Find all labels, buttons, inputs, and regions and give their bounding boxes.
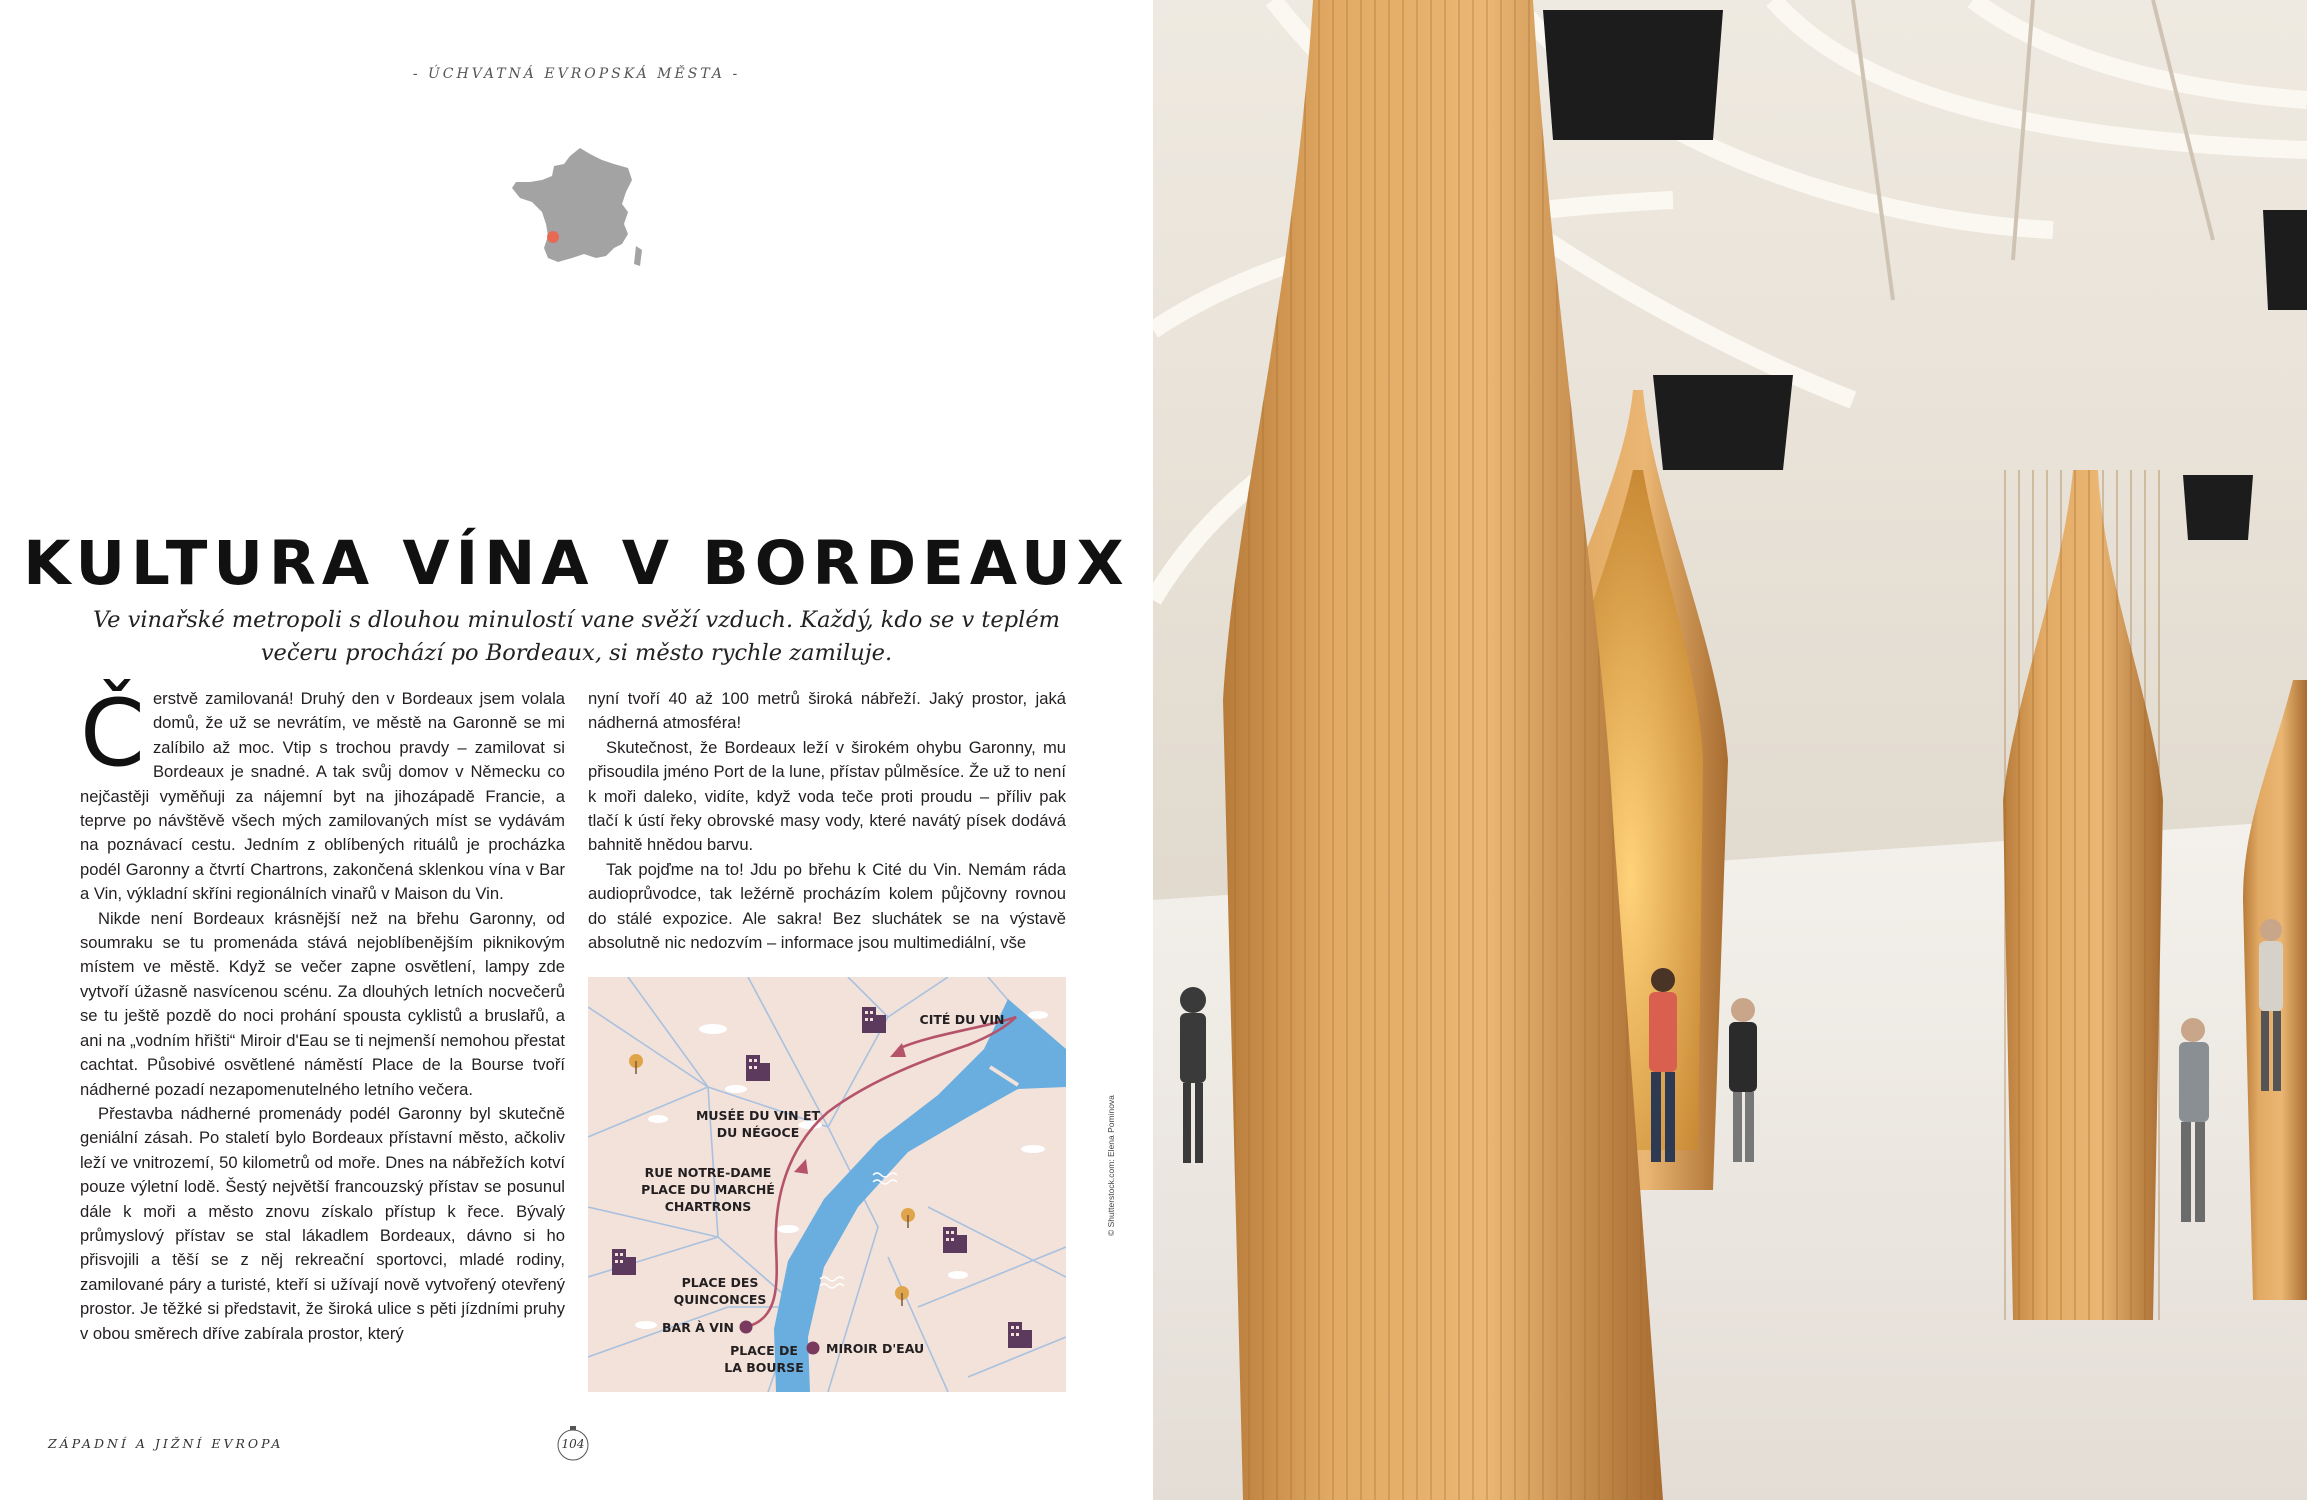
map-label-bourse: LA BOURSE — [724, 1360, 804, 1375]
france-country-shape — [512, 148, 632, 262]
running-head: - ÚCHVATNÁ EVROPSKÁ MĚSTA - — [412, 66, 741, 82]
section-footer: ZÁPADNÍ A JIŽNÍ EVROPA — [48, 1436, 284, 1451]
article-standfirst: Ve vinařské metropoli s dlouhou minulostí vane svěží vzduch. Každý, kdo se v teplém večeru prochází po Bordeaux, si město rychle zamiluje. — [92, 607, 1060, 666]
map-label-musee: DU NÉGOCE — [716, 1125, 800, 1140]
right-bottle-column — [2003, 470, 2163, 1320]
map-label-bourse: PLACE DE — [730, 1343, 798, 1358]
page-number: 104 — [561, 1437, 585, 1451]
paragraph: Přestavba nádherné promenády podél Garonny byl skutečně geniální zásah. Po staletí bylo Bordeaux přístavní město, ačkoliv leží ve vnitrozemí, 50 kilometrů od moře. Dnes na nábřežích kotví pouze výletní lodě. Šestý největší francouzský přístav se posunul dále k moři a město znovu získalo přístup k řece. Bývalý průmyslový přístav se stal lákadlem Bordeaux, dávno si ho přisvojili a těší se z něj rekreační sportovci, mladé rodiny, zamilované páry a turisté, kteří si užívají nově vytvořený otevřený prostor. Je těžké si představit, že široká ulice s pěti jízdními pruhy v obou směrech dříve zabírala prostor, který — [80, 1103, 565, 1343]
bordeaux-location-dot — [547, 231, 559, 243]
map-label-rue-notre-dame: CHARTRONS — [664, 1199, 752, 1214]
map-label-bar-a-vin: BAR À VIN — [662, 1320, 734, 1335]
article-headline: KULTURA VÍNA V BORDEAUX — [23, 528, 1130, 599]
paragraph: Nikde není Bordeaux krásnější než na břehu Garonny, od soumraku se tu promenáda stává nejoblíbenějším piknikovým místem ve městě. Když se večer zapne osvětlení, lampy zde vytvoří úžasně nasvícenou scénu. Za dlouhých letních nocvečerů se tu ještě pozdě do noci prohání spousta cyklistů a bruslařů, a ani na „vodním hřišti“ Miroir d'Eau se ti nejmenší nemohou přestat cachtat. Působivé osvětlené náměstí Place de la Bourse tvoří nádherné pozadí nezapomenutelného letního večera. — [80, 908, 565, 1099]
text-column-2 — [588, 687, 1066, 955]
paragraph — [80, 679, 565, 907]
map-label-cite-du-vin: CITÉ DU VIN — [919, 1012, 1005, 1027]
map-label-rue-notre-dame: PLACE DU MARCHÉ — [641, 1182, 775, 1197]
bordeaux-city-map — [588, 977, 1066, 1392]
paragraph: Skutečnost, že Bordeaux leží v širokém ohybu Garonny, mu přisoudila jméno Port de la lune, přístav půlměsíce. Že už to není k moři daleko, vidíte, když voda teče proti proudu – příliv pak tlačí k ústí řeky obrovské masy vody, které navátý písek dodává bahnitě hnědou barvu. — [588, 737, 1066, 855]
marker-bar-a-vin — [740, 1321, 753, 1334]
wine-museum-photo — [1153, 0, 2307, 1500]
map-label-quinconces: PLACE DES — [681, 1275, 759, 1290]
paragraph: Tak pojďme na to! Jdu po břehu k Cité du Vin. Nemám ráda audioprůvodce, tak ležérně procházím kolem půjčovny rovnou do stálé expozice. Ale sakra! Bez sluchátek se na výstavě absolutně nic nedozvím – informace jsou multimediální, vše — [588, 859, 1066, 953]
photo-credit: © Shutterstock.com: Elena Pominova — [1106, 1095, 1116, 1236]
map-label-miroir-d-eau: MIROIR D'EAU — [826, 1341, 925, 1356]
paragraph: nyní tvoří 40 až 100 metrů široká nábřeží. Jaký prostor, jaká nádherná atmosféra! — [588, 689, 1066, 733]
map-label-rue-notre-dame: RUE NOTRE-DAME — [644, 1165, 772, 1180]
left-page — [0, 0, 1153, 1500]
dropcap: Č — [80, 679, 145, 787]
text-column-1 — [80, 679, 565, 1346]
map-label-quinconces: QUINCONCES — [673, 1292, 767, 1307]
marker-miroir-d-eau — [807, 1342, 820, 1355]
paragraph-text: erstvě zamilovaná! Druhý den v Bordeaux jsem volala domů, že už se nevrátím, ve městě na Garonně se mi zalíbilo až moc. Vtip s trochou pravdy – zamilovat si Bordeaux je snadné. A tak svůj domov v Německu co nejčastěji vyměňuji za nájemní byt na jihozápadě Francie, a teprve po návštěvě všech mých zamilovaných míst se vydávám na poznávací cestu. Jedním z oblíbených rituálů je procházka podél Garonny a čtvrtí Chartrons, zakončená sklenkou vína v Bar a Vin, výkladní skříni regionálních vinařů v Maison du Vin. — [80, 689, 565, 904]
map-label-musee: MUSÉE DU VIN ET — [695, 1108, 821, 1123]
france-map-icon — [510, 146, 646, 274]
corsica-shape — [634, 246, 642, 266]
